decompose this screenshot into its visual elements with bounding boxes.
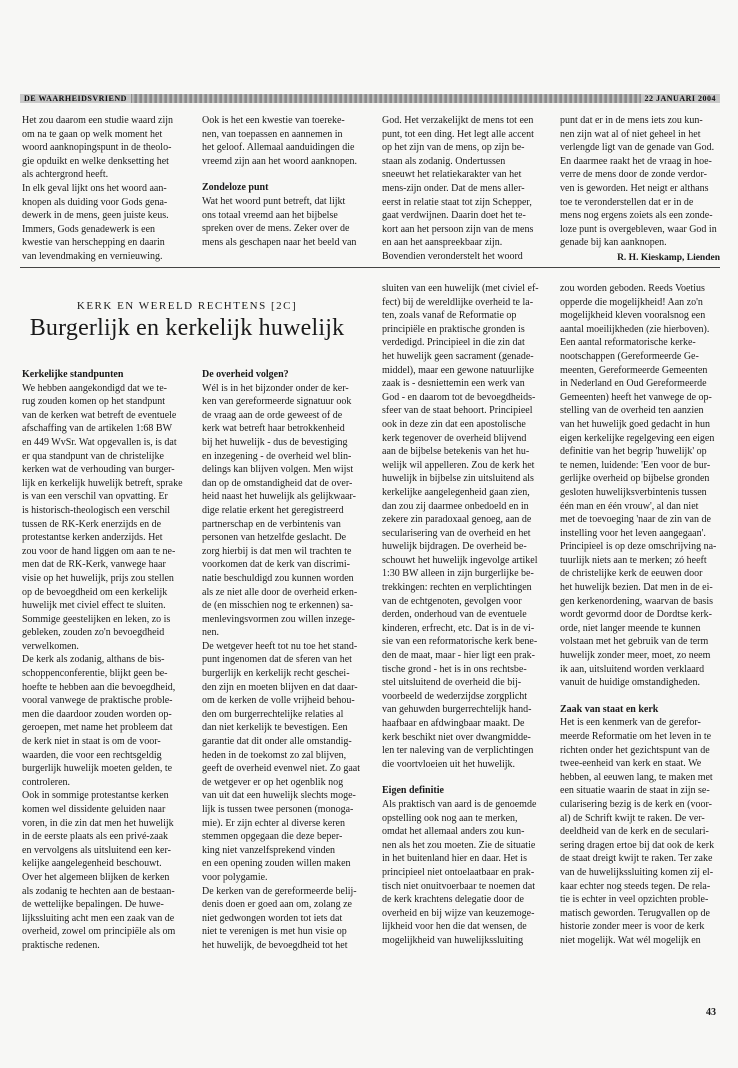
text-line: In elk geval lijkt ons het woord aan- (22, 182, 167, 194)
text-line: de kerk krachtens delegatie door de (382, 894, 524, 906)
text-line: kaar echter nog steeds tegen. De rela- (560, 880, 711, 892)
text-line: orde, niet langer meende te kunnen (560, 622, 701, 634)
text-line: met de toevoeging 'naar de zin van de (560, 514, 711, 526)
text-line: dan niet kerkelijk te bevestigen. Een (202, 722, 348, 734)
text-line: één man en één vrouw', al dan niet (560, 500, 699, 512)
text-line: dan op de omstandigheid dat de over- (202, 477, 353, 489)
top-column-1 (22, 114, 188, 264)
text-line: stelling van de overheid ten aanzien (560, 405, 704, 417)
text-line: in Nederland en Oud Gereformeerde (560, 378, 707, 390)
text-line: God - en daarom tot de bevoegdheids- (382, 391, 536, 403)
text-line: den zijn en moeten blijven en dat daar- (202, 681, 358, 693)
text-line: gaat verdwijnen. Daarin doet het te- (382, 210, 526, 222)
text-line: wordt gevormd door de Dordtse kerk- (560, 609, 712, 621)
text-line: van de kerken wat betreft de eventuele (22, 409, 177, 421)
text-line: De kerken van de gereformeerde belij- (202, 885, 357, 897)
text-line: sie van een reformatorische kerk bene- (382, 636, 538, 648)
bottom-column-4 (560, 282, 726, 948)
text-line: garantie dat dit onder alle omstandig- (202, 736, 352, 748)
text-line: menlevingsvormen zou willen inzege- (202, 613, 356, 625)
text-line: mens-zijn onder. Dat de mens aller- (382, 182, 525, 194)
text-line: kerken wat de verhouding van burger- (22, 464, 175, 476)
text-line: sering dragen ertoe bij dat ook de kerk (560, 839, 715, 851)
text-line: Principieel is op deze omschrijving na- (560, 541, 717, 553)
text-line: als ze niet alle door de overheid erken- (202, 586, 358, 598)
text-line: ten, zoals vanaf de Reformatie op (382, 310, 517, 322)
text-line: van uit dat een huwelijk slechts moge- (202, 790, 356, 802)
text-line: die voortvloeien uit het huwelijk. (382, 758, 516, 770)
text-line: op het zijn van de mens, op zijn be- (382, 142, 525, 154)
text-line: het geloof. Allemaal aanduidingen die (202, 142, 355, 154)
section-heading: Zaak van staat en kerk (560, 703, 659, 715)
text-line: verdedigd. Principieel in die zin dat (382, 337, 525, 349)
text-line: om de kerken de volle vrijheid behou- (202, 695, 355, 707)
text-line: niet mogelijk. Wat wél mogelijk en (560, 934, 701, 946)
text-line: zou worden geboden. Reeds Voetius (560, 283, 705, 294)
text-line: twee-eenheid van kerk en staat. We (560, 758, 702, 770)
text-line: punt dat er in de mens iets zou kun- (560, 115, 703, 126)
text-line: en aan het aanspreekbaar zijn. (382, 237, 503, 249)
text-line: visie op het huwelijk, prijs zou stellen (22, 572, 174, 584)
text-line: voorkomen dat de kerk van discrimi- (202, 559, 351, 571)
text-line: gerlijke overheid op bijbelse gronden (560, 473, 710, 485)
text-line: burgerlijk en kerkelijk recht geschei- (202, 668, 350, 680)
text-line: hebben, al eeuwen lang, te maken met (560, 771, 713, 783)
text-line: huwelijk in bijbelse zin uitsluitend als (382, 473, 534, 485)
text-line: trekkingen: rechten en verplichtingen (382, 582, 532, 594)
text-line: welijk wil appelleren. Zou de kerk het (382, 459, 535, 471)
text-line: lijk en kerkelijk huwelijk betreft, sprake (22, 477, 183, 489)
text-line: Wél is in het bijzonder onder de ker- (202, 382, 349, 394)
text-line: king niet vanzelfsprekend vinden (202, 844, 336, 856)
text-line: kelijke aangelegenheid beschouwt. (22, 858, 162, 870)
text-line: lijkssluiting acht men een zaak van de (22, 912, 175, 924)
text-line: Gemeenten) heeft het vanwege de op- (560, 391, 712, 403)
text-line: De kerk als zodanig, althans de bis- (22, 654, 165, 666)
text-line: aantal moeilijkheden (zie hierboven). (560, 323, 710, 335)
text-line: van de huwelijkssluiting komen zij el- (560, 866, 714, 878)
text-line: gen kerkenordening, waarvan de basis (560, 595, 713, 607)
text-line: praktische redenen. (22, 939, 100, 951)
text-line: kerk beschikt niet over dwangmidde- (382, 731, 531, 743)
text-line: en 449 WvSr. Wat opgevallen is, is dat (22, 436, 177, 448)
text-line: partnerschap en de verbintenis van (202, 518, 341, 530)
text-line: len ter naleving van de verplichtingen (382, 745, 534, 757)
top-column-2-text-a (202, 114, 368, 168)
text-line: men dat de RK-Kerk, vanwege haar (22, 559, 166, 571)
text-line: en inzegening - de overheid wel blin- (202, 450, 352, 462)
text-line: nen als het zou moeten. Zie de situatie (382, 839, 536, 851)
text-line: waarden, die voor een rechtsgeldig (22, 749, 162, 761)
text-line: de (en misschien nog te erkennen) sa- (202, 600, 354, 612)
text-line: meerde Reformatie om het leven in te (560, 731, 712, 742)
text-line: heden in de toekomst zo zal blijven, (202, 749, 347, 761)
text-line: ons totaal vreemd aan het bijbelse (202, 209, 338, 221)
text-line: gie opduikt en welke denksetting het (22, 155, 169, 167)
text-line: tische grond - het is in ons rechtsbe- (382, 663, 527, 675)
bottom-column-1 (22, 366, 188, 953)
text-line: het huwelijk geen sacrament (genade- (382, 350, 534, 362)
text-line: men die daardoor zouden worden op- (22, 708, 172, 720)
text-line: te nemen, luidende: 'Een voor de bur- (560, 459, 711, 471)
divider (20, 267, 720, 268)
text-line: ken van gereformeerde signatuur ook (202, 396, 352, 408)
top-column-2 (202, 114, 368, 249)
text-line: principiële en praktische gronden is (382, 323, 525, 335)
text-line: secularisering van de overheid en het (382, 527, 531, 539)
text-line: vreemd zijn aan het woord aanknopen. (202, 155, 357, 167)
text-line: tie is echter in veel opzichten proble- (560, 894, 709, 906)
bottom-column-3 (382, 282, 548, 948)
text-line: sluiten van een huwelijk (met civiel ef- (382, 283, 539, 294)
top-column-2-text-b (202, 195, 368, 249)
author-signature: R. H. Kieskamp, Lienden (617, 253, 720, 263)
text-line: vanuit de huidige omstandigheden. (560, 677, 700, 689)
bottom-column-3-text-b (382, 798, 548, 948)
text-line: lijkheid voor hen die dat wensen, de (382, 921, 527, 933)
top-column-3 (382, 114, 548, 264)
text-line: schoppenconferentie, blijkt geen be- (22, 668, 168, 680)
text-line: niet te verenigen is met hun visie op (202, 926, 347, 938)
text-line: overheid, zowel om principiële als om (22, 926, 176, 938)
text-line: den om burgerrechtelijke relaties al (202, 708, 344, 720)
running-header (20, 94, 720, 103)
text-line: zaak is - desniettemin een werk van (382, 378, 525, 390)
text-line: geeft de overheid evenwel niet. Zo gaat (202, 763, 360, 775)
text-line: mens nog ergens zoiets als een zonde- (560, 210, 713, 222)
top-column-4 (560, 114, 726, 250)
text-line: mogelijkheid kleven vooralsnog een (560, 310, 706, 322)
bottom-column-2-text (202, 382, 368, 953)
text-line: mogelijkheid van huwelijkssluiting (382, 934, 524, 946)
text-line: meenten, Gereformeerde Gemeenten (560, 364, 708, 376)
text-line: dan zou zij daarmee onbedoeld en in (382, 500, 529, 512)
text-line: fect) bij de wereldlijke overheid te la- (382, 296, 534, 308)
text-line: opstelling ook nog aan te merken, (382, 812, 518, 824)
article-kicker: KERK EN WERELD RECHTENS [2C] (76, 300, 298, 312)
bottom-column-2 (202, 366, 368, 953)
text-line: cularisering bezig is de kerk en (voor- (560, 798, 712, 810)
text-line: stemmen opgegaan die deze beper- (202, 831, 343, 843)
text-line: de vraag aan de orde geweest of de (202, 409, 343, 421)
text-line: definitie van het begrip 'huwelijk' op (560, 446, 707, 458)
text-line: zou voor de hand liggen om aan te ne- (22, 545, 176, 557)
text-line: den de maat, maar - hier ligt een prak- (382, 650, 535, 662)
text-line: in het buitenland hier en daar. Het is (382, 853, 527, 865)
text-line: personen van hetzelfde geslacht. De (202, 532, 347, 544)
text-line: haafbaar en afdwingbaar maakt. De (382, 718, 525, 729)
text-line: voor polygamie. (202, 871, 268, 883)
text-line: dewerk in de mens, geen juiste keus. (22, 210, 169, 222)
text-line: kwestie van herschepping en daarin (22, 237, 165, 249)
text-line: Ook is het een kwestie van toereke- (202, 115, 345, 126)
text-line: kerk wat betreft haar betrokkenheid (202, 423, 345, 435)
text-line: matisch geworden. Terugvallen op de (560, 907, 710, 919)
text-line: En daarmee raakt het de vraag in hoe- (560, 155, 712, 167)
text-line: woord aanknopingspunt in de theolo- (22, 142, 172, 154)
bottom-column-4-text-a (560, 282, 726, 690)
text-line: er qua standpunt van de christelijke (22, 450, 164, 462)
issue-date: 22 JANUARI 2004 (641, 94, 721, 103)
text-line: vooral vanwege de praktische proble- (22, 695, 173, 707)
text-line: om na te gaan op welk moment het (22, 128, 163, 140)
text-line: nen. (202, 627, 219, 639)
text-line: de kerk niet in staat is om de voor- (22, 736, 161, 748)
text-line: burgerlijk huwelijk moeten gelden, te (22, 763, 173, 775)
text-line: principieel niet ontoelaatbaar en prak- (382, 866, 535, 878)
text-line: protestantse kerken anderzijds. Het (22, 532, 163, 544)
text-line: sneeuwt het relatiekarakter van het (382, 169, 522, 181)
text-line: aan de bijbelse betekenis van het hu- (382, 446, 530, 458)
text-line: huwelijk zonder meer, moet, zo neem (560, 650, 711, 662)
text-line: eigen kerkelijke regelgeving een eigen (560, 432, 715, 444)
text-line: toe te veronderstellen dat er in de (560, 196, 694, 208)
text-line: omdat het allemaal anders zou kun- (382, 826, 525, 838)
bottom-column-4-text-b (560, 716, 726, 947)
text-line: knopen als duiding voor Gods gena- (22, 196, 168, 208)
text-line: ven is geworden. Het neigt er althans (560, 182, 709, 194)
text-line: tisch niet onuitvoerbaar te noemen dat (382, 880, 536, 892)
text-line: nen zijn wat al of niet geheel in het (560, 128, 701, 140)
text-line: op de bevoegdheid om een kerkelijk (22, 586, 168, 598)
text-line: voorbeeld de wederzijdse zorgplicht (382, 690, 528, 702)
bottom-column-3-text-a (382, 282, 548, 771)
text-line: een situatie waarin de staat in zijn se- (560, 785, 710, 797)
text-line: gesloten huwelijksverbintenis tussen (560, 486, 707, 498)
text-line: Als praktisch van aard is de genoemde (382, 798, 537, 810)
text-line: historie zonder meer is voor de kerk (560, 921, 705, 933)
text-line: bij het huwelijk - dus de bevestiging (202, 436, 348, 448)
bottom-column-1-text (22, 382, 188, 953)
page-number: 43 (706, 1007, 716, 1018)
text-line: schouwt het huwelijk ingevolge artikel (382, 554, 538, 566)
text-line: opperde die mogelijkheid! Aan zo'n (560, 296, 703, 308)
text-line: kort aan het persoon zijn van de mens (382, 223, 534, 235)
text-line: stel uitsluitend de overheid die bij- (382, 677, 522, 689)
text-line: al) de Schrift kwijt te raken. De ver- (560, 812, 705, 824)
text-line: spreken over de mens. Zeker over de (202, 223, 350, 235)
text-line: de christelijke kerk de eeuwen door (560, 568, 703, 580)
text-line: afschaffing van de artikelen 1:68 BW (22, 423, 173, 435)
text-line: Het zou daarom een studie waard zijn (22, 115, 174, 126)
text-line: ik aan, uitsluitend worden verklaard (560, 663, 705, 675)
text-line: richten onder het gezichtspunt van de (560, 744, 710, 756)
text-line: hoefte te hebben aan die bevoegdheid, (22, 681, 176, 693)
text-line: huwelijk met civiel effect te sluiten. (22, 600, 166, 612)
text-line: volstaan met het gebruik van de term (560, 636, 709, 648)
text-line: kerkelijke aangelegenheid gaan zien, (382, 486, 530, 498)
text-line: ook in deze zin dat een apostolische (382, 418, 526, 430)
text-line: lijk is tussen twee personen (monoga- (202, 804, 354, 815)
text-line: komen wel dissidente geluiden naar (22, 804, 166, 815)
text-line: verwelkomen. (22, 640, 79, 652)
text-line: van gehuwden burgerrechtelijk hand- (382, 704, 532, 716)
text-line: punt ingenomen dat de sferen van het (202, 654, 352, 666)
text-line: en vervolgens als uitsluitend een ker- (22, 844, 171, 856)
section-heading: Zondeloze punt (202, 182, 269, 194)
text-line: Over het algemeen blijken de kerken (22, 871, 170, 883)
text-line: en een opening zouden willen maken (202, 858, 351, 870)
text-line: verlengde ligt van de genade van God. (560, 142, 715, 154)
text-line: voren, in die zin dat men het huwelijk (22, 817, 174, 829)
text-line: is historisch-theologisch een verschil (22, 504, 171, 516)
text-line: Sommige geestelijken en leken, zo is (22, 613, 171, 625)
text-line: het huwelijk, de bevoegdheid tot het (202, 939, 348, 951)
text-line: mens als geschapen naar het beeld van (202, 236, 357, 248)
text-line: controleren. (22, 776, 71, 788)
text-line: Het is een kenmerk van de gerefor- (560, 717, 701, 729)
text-line: eerst in relatie staat tot zijn Schepper, (382, 196, 532, 208)
text-line: We hebben aangekondigd dat we te- (22, 382, 167, 394)
text-line: denis doen er goed aan om, zolang ze (202, 899, 352, 911)
text-line: gebleken, zouden zo'n bevoegdheid (22, 627, 165, 639)
text-line: Immers, Gods genadewerk is een (22, 223, 156, 235)
text-line: van de echtgenoten, gevolgen voor (382, 595, 522, 607)
text-line: de wettelijke bepalingen. De huwe- (22, 899, 164, 911)
text-line: loze punt is overgebleven, waar God in (560, 223, 717, 235)
text-line: verre de mens door de zonde verdor- (560, 169, 707, 181)
text-line: nootschappen (Gereformeerde Ge- (560, 350, 699, 362)
text-line: nen, van toepassen en aannemen in (202, 128, 343, 140)
text-line: het huwelijk bezien. Dat men in de ei- (560, 582, 713, 594)
text-line: geroepen, met name het probleem dat (22, 722, 173, 734)
text-line: rug zouden komen op het standpunt (22, 396, 166, 408)
text-line: punt, tot een ding. Het legt alle accent (382, 128, 534, 140)
text-line: als achtergrond heeft. (22, 169, 109, 181)
section-heading: Eigen definitie (382, 785, 444, 797)
text-line: overheid en bij wijze van keuzemoge- (382, 907, 535, 919)
text-line: 1:30 BW alleen in zijn burgerlijke be- (382, 568, 534, 580)
text-line: zekere zin paradoxaal genoeg, aan de (382, 514, 532, 526)
text-line: heid naast het huwelijk als gelijkwaar- (202, 491, 356, 503)
text-line: Wat het woord punt betreft, dat lijkt (202, 195, 346, 207)
text-line: derden, onderhoud van de eventuele (382, 609, 527, 621)
text-line: niet gedwongen worden tot iets dat (202, 912, 343, 924)
text-line: sfeer van de staat behoort. Principieel (382, 405, 533, 417)
text-line: in de eerste plaats als een privé-zaak (22, 831, 169, 843)
text-line: de staat dreigt kwijt te raken. Ter zake (560, 853, 713, 865)
text-line: huwelijk bijdragen. De overheid be- (382, 541, 527, 553)
text-line: is van een verschil van opvatting. Er (22, 491, 168, 503)
article-title: Burgerlijk en kerkelijk huwelijk (29, 315, 345, 341)
text-line: van het huwelijk goed gedacht in hun (560, 418, 710, 430)
text-line: middel), maar een gewone natuurlijke (382, 364, 534, 376)
text-line: kerk tegenover de overheid blijvend (382, 432, 527, 444)
text-line: tussen de RK-Kerk enerzijds en de (22, 518, 162, 530)
text-line: tuurlijk niets aan te merken; zó heeft (560, 554, 707, 566)
text-line: delings kan blijven volgen. Men wijst (202, 464, 354, 476)
text-line: van levendmaking en vernieuwing. (22, 250, 163, 262)
text-line: de wetgever er op het ogenblik nog (202, 776, 344, 788)
section-heading: De overheid volgen? (202, 369, 289, 380)
text-line: Bovendien veronderstelt het woord (382, 250, 523, 262)
text-line: instelling voor het leven aangegaan'. (560, 527, 706, 539)
text-line: natie beschuldigd zou kunnen worden (202, 572, 354, 584)
text-line: mie). Er zijn echter al diverse keren (202, 817, 345, 829)
publication-name: DE WAARHEIDSVRIEND (20, 94, 131, 103)
text-line: God. Het verzakelijkt de mens tot een (382, 115, 534, 126)
text-line: dige relatie erkent het geregistreerd (202, 504, 344, 516)
text-line: staan als zodanig. Ondertussen (382, 155, 506, 167)
text-line: zorg hierbij is dat men wil trachten te (202, 545, 352, 557)
text-line: genade bij kan aanknopen. (560, 237, 667, 249)
text-line: Ook in sommige protestantse kerken (22, 790, 169, 802)
text-line: De wetgever heeft tot nu toe het stand- (202, 640, 358, 652)
text-line: deeldheid van de kerk en de seculari- (560, 826, 709, 838)
text-line: kinderen, erfrecht, etc. Dat is in de vi- (382, 622, 535, 634)
text-line: als zodanig te hechten aan de bestaan- (22, 885, 175, 897)
section-heading: Kerkelijke standpunten (22, 369, 124, 380)
text-line: Een aantal reformatorische kerke- (560, 337, 696, 349)
